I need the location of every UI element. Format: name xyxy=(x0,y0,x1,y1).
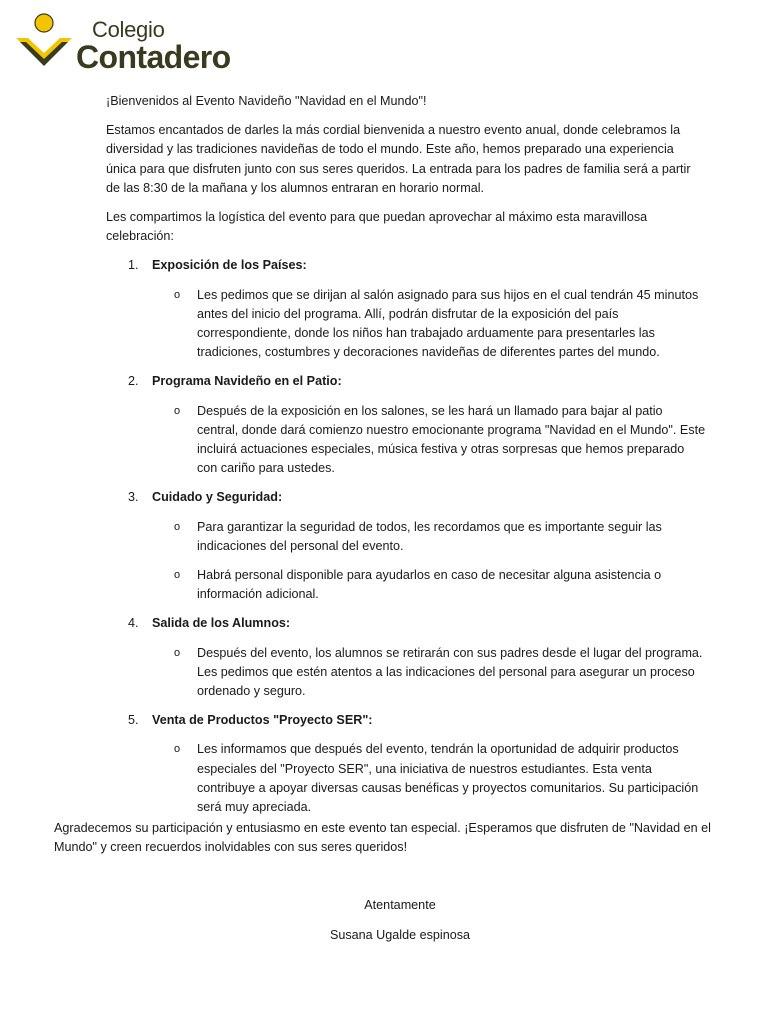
closing-paragraph: Agradecemos su participación y entusiasmo en este evento tan especial. ¡Esperamos que disfruten de "Navidad en el Mundo" y creen recuerdos inolvidables con sus seres queridos! xyxy=(54,821,711,855)
bullet-icon: o xyxy=(174,288,181,301)
logistics-list xyxy=(106,256,706,817)
school-logo xyxy=(14,10,244,74)
section-item: o Habrá personal disponible para ayudarlos en caso de necesitar alguna asistencia o información adicional. xyxy=(174,568,662,602)
bullet-icon: o xyxy=(174,404,181,417)
section-number: 1. xyxy=(128,258,139,273)
section-title: Cuidado y Seguridad: xyxy=(152,490,283,505)
greeting: ¡Bienvenidos al Evento Navideño "Navidad en el Mundo"! xyxy=(106,94,427,108)
signer-name: Susana Ugalde espinosa xyxy=(329,928,471,942)
logo-text-contadero: Contadero xyxy=(76,39,231,75)
section-item: o Después del evento, los alumnos se retirarán con sus padres desde el lugar del programa. Les pedimos que estén atentos a las indicaciones del personal para asegurar un proceso ordenado y seguro. xyxy=(174,645,703,699)
section-item: o Para garantizar la seguridad de todos, les recordamos que es importante seguir las indicaciones del personal del evento. xyxy=(174,519,662,553)
section-number: 5. xyxy=(128,713,139,728)
logistics-section xyxy=(106,372,706,478)
logistics-section xyxy=(106,614,706,701)
logistics-section xyxy=(106,488,706,604)
section-title: Venta de Productos "Proyecto SER": xyxy=(152,713,373,728)
section-number: 4. xyxy=(128,616,139,631)
section-number: 2. xyxy=(128,374,139,389)
section-item: o Les informamos que después del evento, tendrán la oportunidad de adquirir productos especiales del "Proyecto SER", una iniciativa de nuestros estudiantes. Esta venta contribuye a apoyar diversas causas benéficas y proyectos comunitarios. Su participación será muy apreciada. xyxy=(174,742,699,815)
section-title: Programa Navideño en el Patio: xyxy=(152,374,342,389)
section-item: o Después de la exposición en los salones, se les hará un llamado para bajar al patio central, donde dará comienzo nuestro emocionante programa "Navidad en el Mundo". Este incluirá actuaciones especiales, música festiva y otras sorpresas que hemos preparado con cariño para ustedes. xyxy=(174,403,706,476)
bullet-icon: o xyxy=(174,520,181,533)
bullet-icon: o xyxy=(174,569,181,582)
logistics-section xyxy=(106,711,706,817)
letter-body xyxy=(106,92,706,827)
logo-v-mark-icon xyxy=(14,12,74,68)
section-title: Exposición de los Países: xyxy=(152,258,307,273)
signoff: Atentamente xyxy=(364,898,436,912)
section-number: 3. xyxy=(128,490,139,505)
section-title: Salida de los Alumnos: xyxy=(152,616,291,631)
bullet-icon: o xyxy=(174,646,181,659)
logistics-intro: Les compartimos la logística del evento para que puedan aprovechar al máximo esta maravillosa celebración: xyxy=(106,210,648,244)
logistics-section xyxy=(106,256,706,362)
logo-text-colegio: Colegio xyxy=(92,17,165,42)
bullet-icon: o xyxy=(174,743,181,756)
intro-paragraph: Estamos encantados de darles la más cordial bienvenida a nuestro evento anual, donde celebramos la diversidad y las tradiciones navideñas de todo el mundo. Este año, hemos preparado una experiencia única para que disfruten junto con sus seres queridos. La entrada para los padres de familia será a partir de las 8:30 de la mañana y los alumnos entraran en horario normal. xyxy=(106,123,691,195)
section-item: o Les pedimos que se dirijan al salón asignado para sus hijos en el cual tendrán 45 minutos antes del inicio del programa. Allí, podrán disfrutar de la exposición del país correspondiente, donde los niños han trabajado arduamente para presentarles las tradiciones, costumbres y decoraciones navideñas de diferentes partes del mundo. xyxy=(174,287,699,360)
